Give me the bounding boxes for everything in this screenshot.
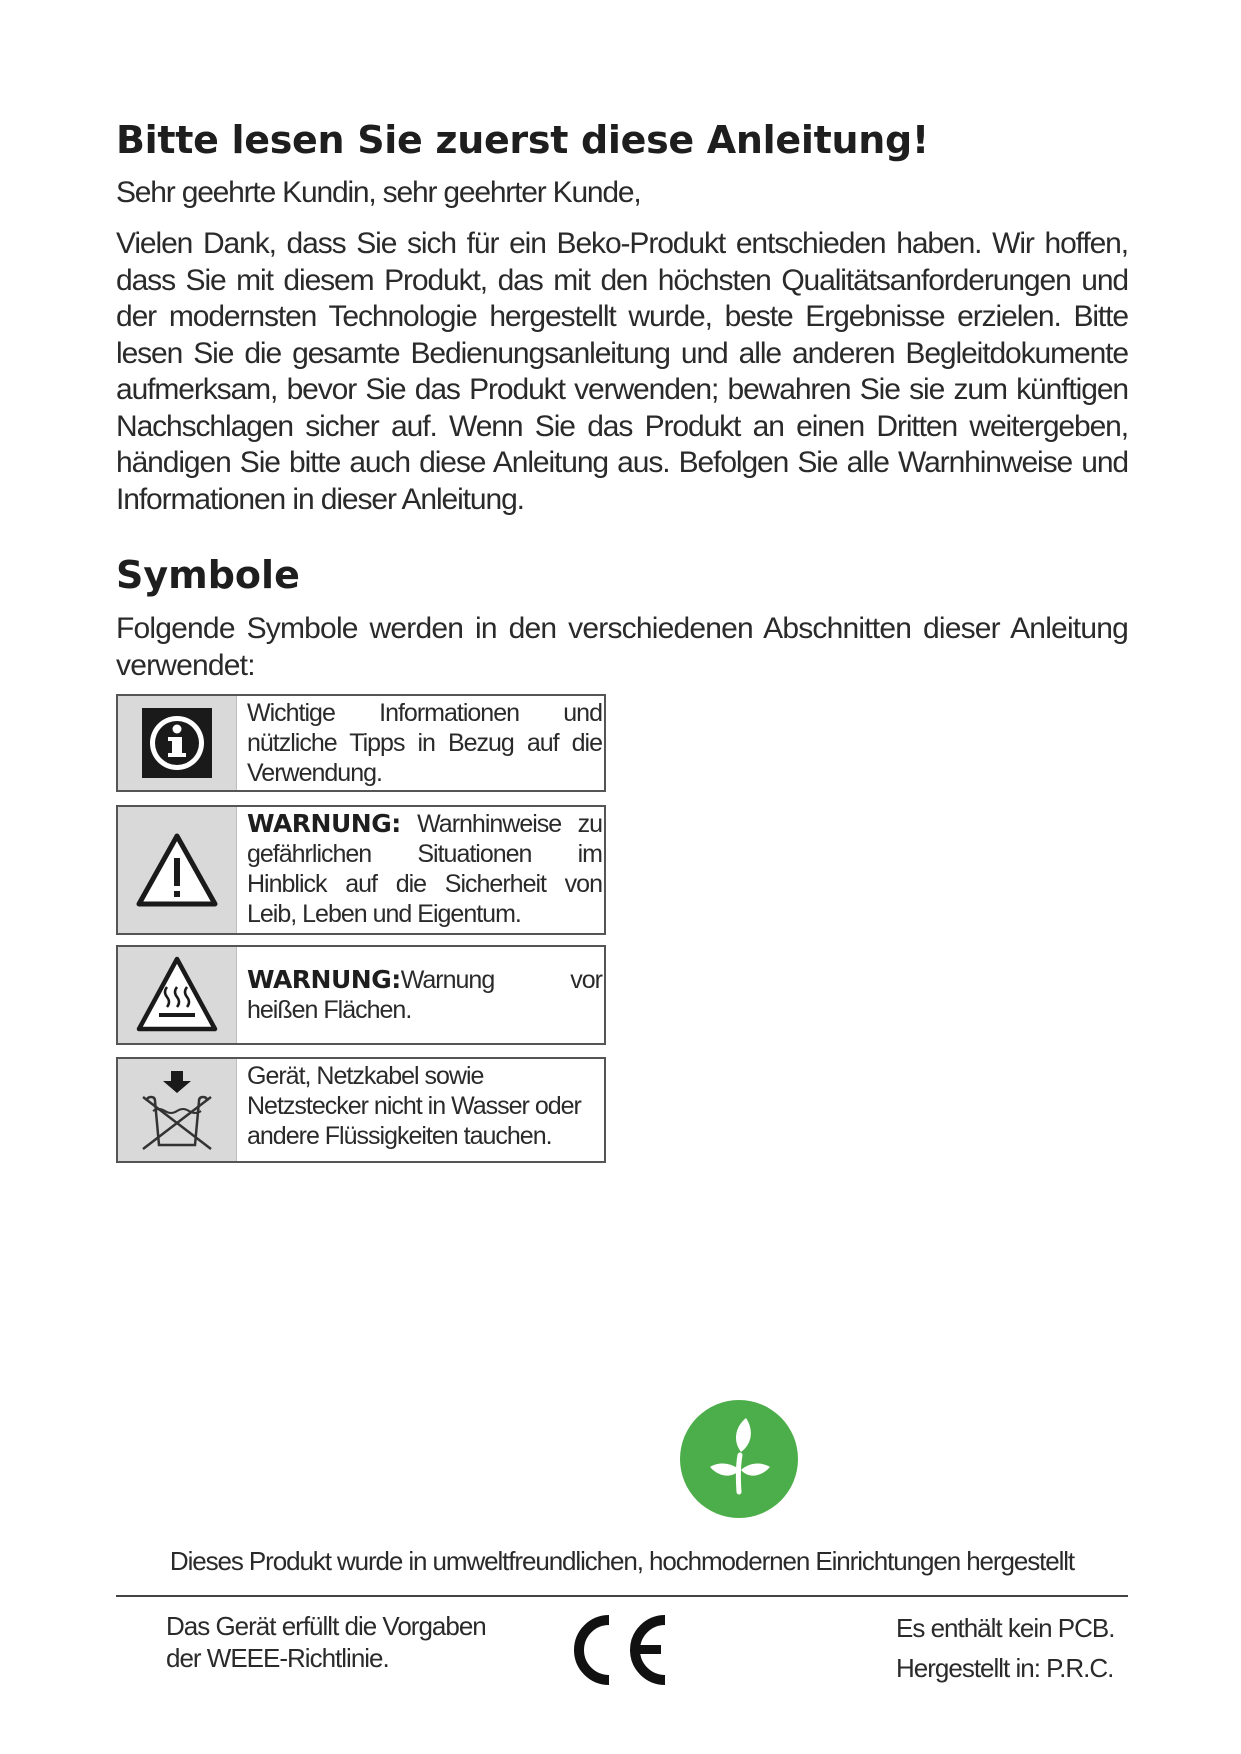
symbol-row-warning [116,805,606,935]
warning-triangle-icon [118,807,237,933]
intro-paragraph: Vielen Dank, dass Sie sich für ein Beko-Produkt entschieden haben. Wir hoffen, dass Sie mit diesem Produkt, das mit den höchsten Qualitätsanforderungen und der modernsten Technologie hergestellt wurde, beste Ergebnisse erzielen. Bitte lesen Sie die gesamte Bedienungsanleitung und alle anderen Begleitdokumente aufmerksam, bevor Sie das Produkt verwenden; bewahren Sie sie zum künftigen Nachschlagen sicher auf. Wenn Sie das Produkt an einen Dritten weitergeben, händigen Sie bitte auch diese Anleitung aus. Befolgen Sie alle Warnhinweise und Informationen in dieser Anleitung. [116,227,1128,516]
symbol-row-no-immersion [116,1057,606,1163]
weee-line-2: der WEEE-Richtlinie. [166,1643,389,1673]
warning-text: Warnhinweise zu gefährlichen Situationen im Hinblick auf die Sicherheit von Leib, Leben und Eigentum. [247,810,602,928]
weee-line-1: Das Gerät erfüllt die Vorgaben [166,1611,486,1641]
warning-label: WARNUNG: [247,809,401,838]
no-immersion-icon [118,1059,237,1161]
footer-divider [116,1595,1128,1597]
symbol-description [237,807,604,933]
pcb-note: Es enthält kein PCB. [896,1613,1115,1643]
info-icon [118,696,237,790]
symbol-description: Wichtige Informationen und nützliche Tipps in Bezug auf die Verwendung. [247,699,602,787]
symbols-heading: Symbole [116,553,300,597]
symbols-intro: Folgende Symbole werden in den verschiedenen Abschnitten dieser Anleitung verwendet: [116,612,1128,682]
page-title: Bitte lesen Sie zuerst diese Anleitung! [116,118,929,162]
greeting: Sehr geehrte Kundin, sehr geehrter Kunde, [116,176,641,209]
eco-leaf-icon [680,1400,798,1523]
symbol-row-info [116,694,606,792]
warning-label: WARNUNG: [247,965,401,994]
made-in-note: Hergestellt in: P.R.C. [896,1653,1114,1683]
weee-note [166,1610,486,1674]
ce-mark [569,1612,673,1693]
symbol-description [237,947,604,1043]
eco-statement: Dieses Produkt wurde in umweltfreundlichen, hochmodernen Einrichtungen hergestellt [169,1546,1075,1576]
symbol-description: Gerät, Netzkabel sowie Netzstecker nicht in Wasser oder andere Flüssigkeiten tauchen. [247,1062,581,1150]
compliance-info [896,1608,1114,1688]
symbol-row-hot-surface [116,945,606,1045]
warning-text: Warnung vor heißen Flächen. [247,966,602,1024]
hot-surface-icon [118,947,237,1043]
